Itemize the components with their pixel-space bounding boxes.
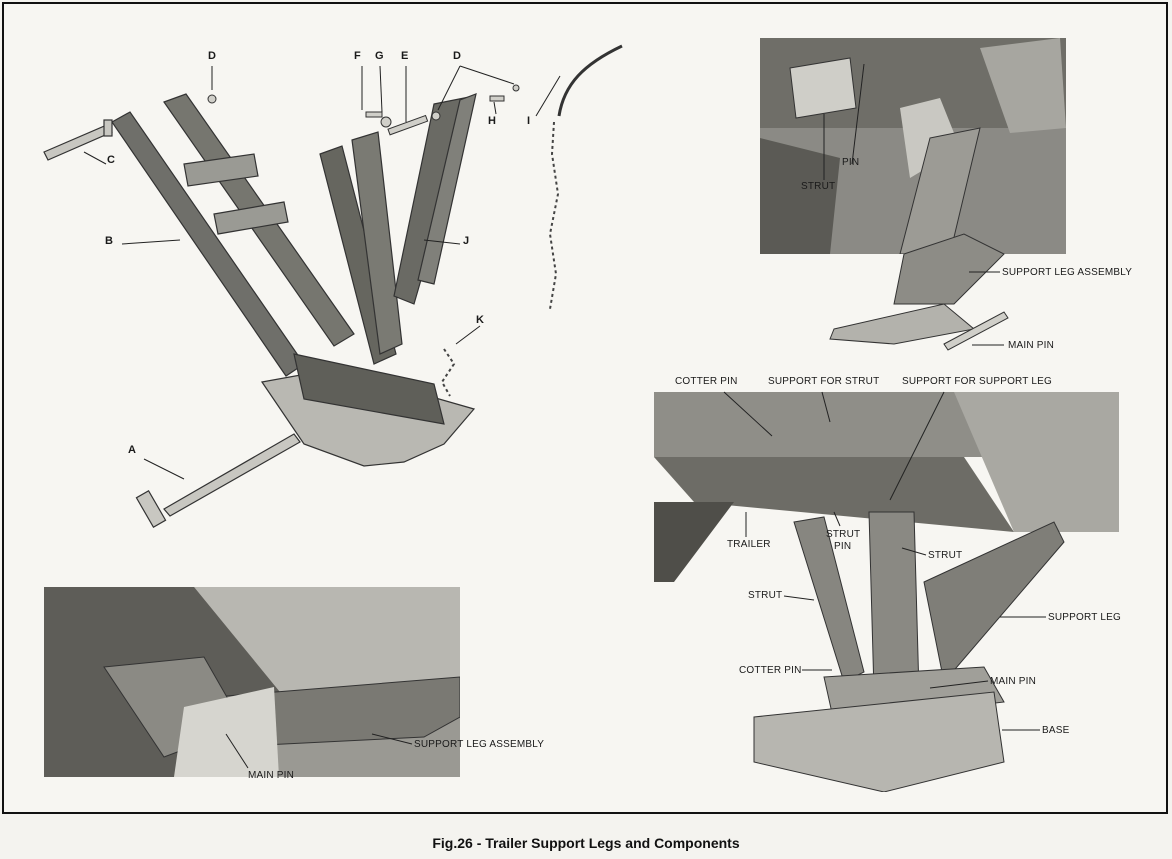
label-support-leg-assembly-bottom-left: SUPPORT LEG ASSEMBLY [414,739,545,750]
label-g: G [375,50,384,62]
label-support-leg-assembly-top-right: SUPPORT LEG ASSEMBLY [1002,267,1133,278]
figure-frame [2,2,1168,814]
label-strut-right: STRUT [928,550,963,561]
label-support-for-support-leg: SUPPORT FOR SUPPORT LEG [902,376,1053,387]
label-support-for-strut: SUPPORT FOR STRUT [768,376,880,387]
label-strut-pin-line1: STRUT [826,529,861,540]
label-cotter-pin-bottom: COTTER PIN [739,665,802,676]
label-d-right: D [453,50,462,62]
label-strut-pin-line2: PIN [834,541,852,552]
label-b: B [105,235,114,247]
label-k: K [476,314,485,326]
label-trailer: TRAILER [727,539,771,550]
label-a: A [128,444,137,456]
label-strut-left: STRUT [748,590,783,601]
label-e: E [401,50,409,62]
label-main-pin-top-right: MAIN PIN [1008,340,1055,351]
label-f: F [354,50,361,62]
label-strut-top-right: STRUT [801,181,836,192]
label-main-pin-bottom-left: MAIN PIN [248,770,295,781]
label-d-left: D [208,50,217,62]
label-j: J [463,235,470,247]
label-base: BASE [1042,725,1070,736]
label-support-leg: SUPPORT LEG [1048,612,1121,623]
label-i: I [527,115,531,127]
bottom-right-leaders [4,4,1168,814]
label-pin-top-right: PIN [842,157,860,168]
label-c: C [107,154,116,166]
label-main-pin-bottom-right: MAIN PIN [990,676,1037,687]
label-h: H [488,115,497,127]
figure-caption: Fig.26 - Trailer Support Legs and Components [432,835,740,851]
label-cotter-pin-top: COTTER PIN [675,376,738,387]
